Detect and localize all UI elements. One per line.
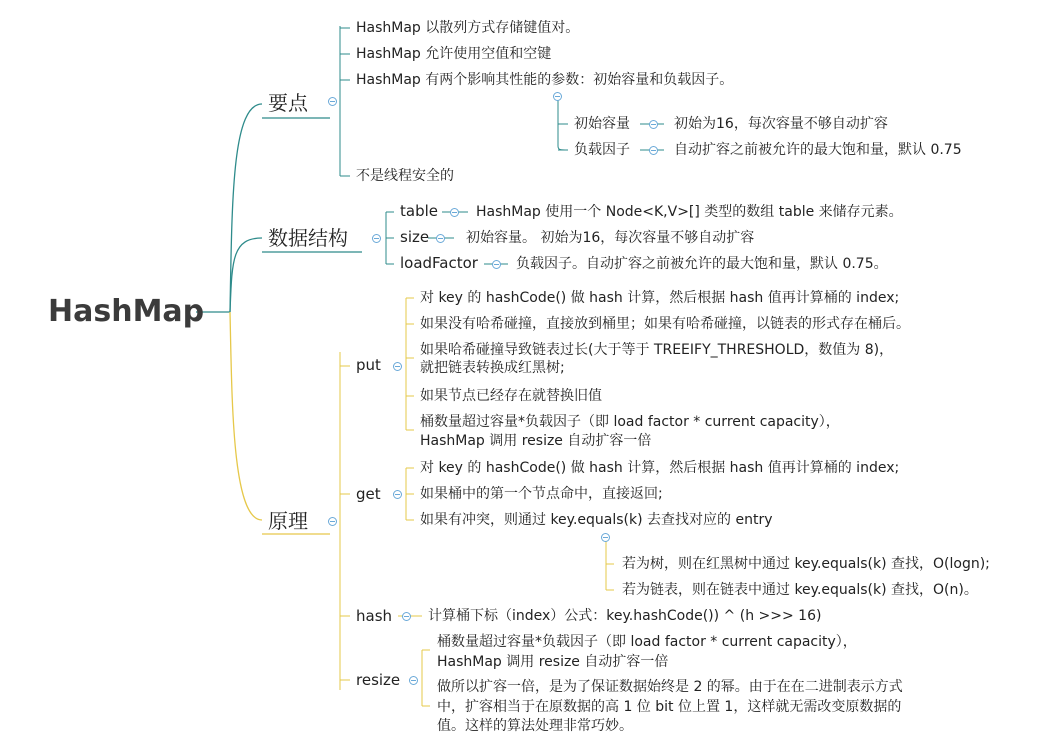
field-name[interactable]: size bbox=[400, 228, 430, 246]
node-put[interactable]: put bbox=[356, 356, 381, 374]
put-item[interactable]: 就把链表转换成红黑树; bbox=[420, 360, 565, 376]
collapse-toggle-load-factor[interactable] bbox=[649, 146, 658, 155]
collapse-toggle-params[interactable] bbox=[553, 92, 562, 101]
root-node[interactable]: HashMap bbox=[48, 294, 205, 329]
field-desc[interactable]: 初始容量。 初始为16，每次容量不够自动扩容 bbox=[466, 230, 755, 246]
collapse-toggle-data-structure[interactable] bbox=[372, 234, 381, 243]
key-point-item[interactable]: HashMap 有两个影响其性能的参数：初始容量和负载因子。 bbox=[356, 72, 734, 88]
node-resize[interactable]: resize bbox=[356, 671, 401, 689]
get-item[interactable]: 对 key 的 hashCode() 做 hash 计算，然后根据 hash 值再计算桶的 index; bbox=[420, 460, 900, 476]
node-principle[interactable]: 原理 bbox=[268, 509, 308, 533]
key-point-item[interactable]: HashMap 允许使用空值和空键 bbox=[356, 46, 552, 62]
get-item[interactable]: 如果桶中的第一个节点命中，直接返回; bbox=[420, 486, 663, 502]
collapse-toggle-initial-capacity[interactable] bbox=[649, 120, 658, 129]
resize-item[interactable]: 做所以扩容一倍，是为了保证数据始终是 2 的幂。由于在在二进制表示方式 bbox=[437, 679, 903, 695]
node-get[interactable]: get bbox=[356, 485, 381, 503]
field-desc[interactable]: HashMap 使用一个 Node<K,V>[] 类型的数组 table 来储存元素。 bbox=[476, 204, 903, 220]
collapse-toggle-hash[interactable] bbox=[402, 612, 411, 621]
key-point-item[interactable]: HashMap 以散列方式存储键值对。 bbox=[356, 20, 580, 36]
put-item[interactable]: 如果节点已经存在就替换旧值 bbox=[420, 388, 602, 404]
get-sub-item[interactable]: 若为链表，则在链表中通过 key.equals(k) 查找，O(n)。 bbox=[622, 582, 978, 598]
node-data-structure[interactable]: 数据结构 bbox=[268, 226, 348, 250]
collapse-toggle-get-conflict[interactable] bbox=[601, 533, 610, 542]
node-hash[interactable]: hash bbox=[356, 607, 393, 625]
collapse-toggle-resize[interactable] bbox=[409, 676, 418, 685]
collapse-toggle-key-points[interactable] bbox=[328, 97, 337, 106]
put-item[interactable]: 如果哈希碰撞导致链表过长(大于等于 TREEIFY_THRESHOLD，数值为 8)， bbox=[420, 342, 894, 358]
param-desc[interactable]: 初始为16，每次容量不够自动扩容 bbox=[674, 116, 888, 132]
field-desc[interactable]: 负载因子。自动扩容之前被允许的最大饱和量，默认 0.75。 bbox=[516, 256, 888, 272]
put-item[interactable]: 对 key 的 hashCode() 做 hash 计算，然后根据 hash 值再计算桶的 index; bbox=[420, 290, 900, 306]
resize-item[interactable]: 值。这样的算法处理非常巧妙。 bbox=[437, 718, 633, 734]
get-sub-item[interactable]: 若为树，则在红黑树中通过 key.equals(k) 查找，O(logn); bbox=[622, 556, 990, 572]
param-desc[interactable]: 自动扩容之前被允许的最大饱和量，默认 0.75 bbox=[674, 142, 962, 158]
put-item[interactable]: 如果没有哈希碰撞，直接放到桶里；如果有哈希碰撞，以链表的形式存在桶后。 bbox=[420, 316, 910, 332]
put-item[interactable]: HashMap 调用 resize 自动扩容一倍 bbox=[420, 433, 652, 449]
node-key-points[interactable]: 要点 bbox=[268, 91, 308, 115]
param-name[interactable]: 初始容量 bbox=[574, 116, 630, 132]
collapse-toggle-table[interactable] bbox=[450, 208, 459, 217]
resize-item[interactable]: HashMap 调用 resize 自动扩容一倍 bbox=[437, 654, 669, 670]
put-item[interactable]: 桶数量超过容量*负载因子（即 load factor * current capacity）， bbox=[420, 414, 840, 430]
hash-desc[interactable]: 计算桶下标（index）公式：key.hashCode()) ^ (h >>> 16) bbox=[428, 608, 822, 624]
field-name[interactable]: table bbox=[400, 202, 438, 220]
collapse-toggle-loadfactor[interactable] bbox=[492, 260, 501, 269]
collapse-toggle-principle[interactable] bbox=[328, 517, 337, 526]
get-item[interactable]: 如果有冲突，则通过 key.equals(k) 去查找对应的 entry bbox=[420, 512, 773, 528]
collapse-toggle-size[interactable] bbox=[436, 234, 445, 243]
collapse-toggle-get[interactable] bbox=[393, 490, 402, 499]
collapse-toggle-put[interactable] bbox=[393, 362, 402, 371]
resize-item[interactable]: 中，扩容相当于在原数据的高 1 位 bit 位上置 1，这样就无需改变原数据的 bbox=[437, 699, 902, 715]
key-point-item[interactable]: 不是线程安全的 bbox=[356, 168, 454, 184]
param-name[interactable]: 负载因子 bbox=[574, 142, 630, 158]
field-name[interactable]: loadFactor bbox=[400, 254, 478, 272]
resize-item[interactable]: 桶数量超过容量*负载因子（即 load factor * current capacity）， bbox=[437, 634, 857, 650]
